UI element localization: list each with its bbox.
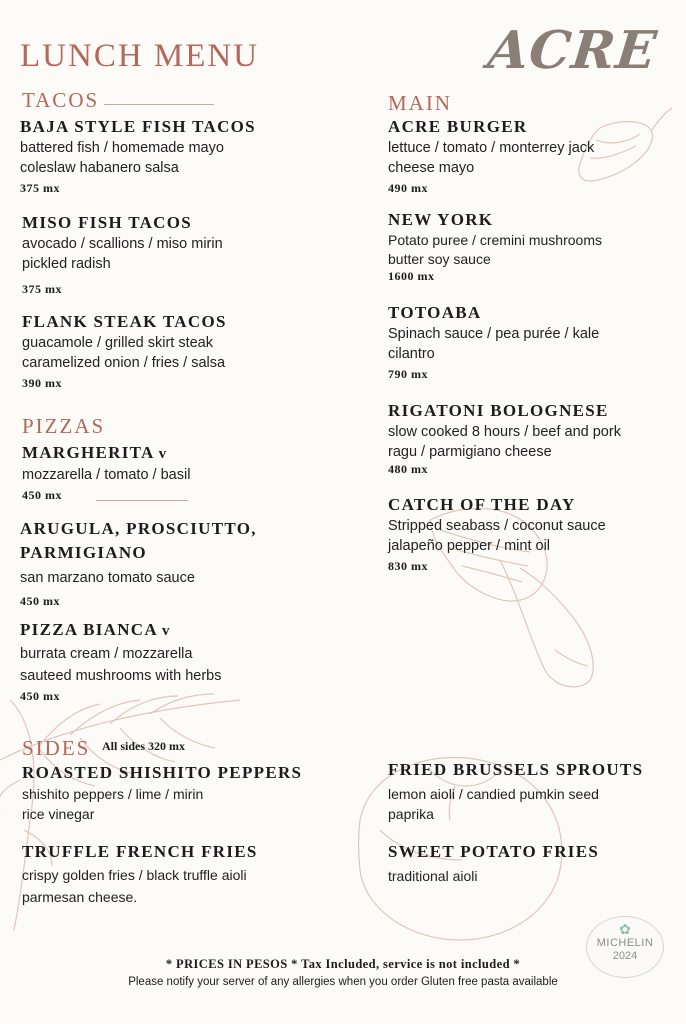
item-description: Spinach sauce / pea purée / kale — [388, 326, 600, 342]
menu-item-fried-brussels-sprouts — [388, 759, 643, 824]
michelin-badge-year: 2024 — [612, 950, 638, 962]
item-description: burrata cream / mozzarella — [20, 646, 193, 662]
item-description: lettuce / tomato / monterrey jack — [388, 140, 595, 156]
item-name-text: MARGHERITA — [22, 443, 155, 462]
item-description: butter soy sauce — [388, 251, 491, 267]
item-name: FLANK STEAK TACOS — [22, 312, 227, 331]
menu-item-roasted-shishito-peppers — [22, 762, 302, 824]
item-name: ACRE BURGER — [388, 117, 528, 136]
item-price: 450 mx — [22, 488, 62, 502]
menu-item-flank-steak-tacos — [22, 311, 227, 391]
menu-item-catch-of-the-day — [388, 494, 606, 574]
item-name: BAJA STYLE FISH TACOS — [20, 117, 256, 136]
item-description: battered fish / homemade mayo — [20, 140, 224, 156]
item-name — [20, 619, 222, 642]
item-price: 390 mx — [22, 376, 62, 390]
item-price: 480 mx — [388, 462, 428, 476]
item-description: cilantro — [388, 346, 435, 362]
menu-item-baja-style-fish-tacos — [20, 116, 256, 196]
menu-item-new-york — [388, 209, 602, 284]
item-name: NEW YORK — [388, 210, 494, 229]
item-description: guacamole / grilled skirt steak — [22, 335, 213, 351]
item-name: MISO FISH TACOS — [22, 213, 193, 232]
item-price: 375 mx — [20, 181, 60, 195]
item-description: avocado / scallions / miso mirin — [22, 236, 223, 252]
item-description: jalapeño pepper / mint oil — [388, 538, 551, 554]
item-description: mozzarella / tomato / basil — [22, 467, 191, 483]
item-description: Potato puree / cremini mushrooms — [388, 232, 602, 248]
michelin-badge-name: MICHELIN — [596, 937, 654, 949]
item-price: 490 mx — [388, 181, 428, 195]
item-description: sauteed mushrooms with herbs — [20, 668, 222, 684]
item-name: TOTOABA — [388, 303, 482, 322]
item-price: 450 mx — [20, 689, 60, 703]
item-description: parmesan cheese. — [22, 889, 138, 905]
item-name: SWEET POTATO FRIES — [388, 842, 600, 861]
section-divider — [104, 104, 214, 105]
section-heading-pizzas: PIZZAS — [22, 414, 106, 438]
menu-item-truffle-french-fries — [22, 841, 258, 907]
item-description: paprika — [388, 806, 434, 822]
item-description: pickled radish — [22, 256, 111, 272]
menu-item-sweet-potato-fries — [388, 841, 599, 886]
item-description: san marzano tomato sauce — [20, 570, 195, 586]
menu-item-margherita — [22, 442, 190, 503]
vegetarian-marker: v — [161, 623, 171, 639]
menu-item-miso-fish-tacos — [22, 212, 223, 297]
item-price: 1600 mx — [388, 269, 435, 283]
allergy-note: Please notify your server of any allergies when you order Gluten free pasta available — [128, 976, 558, 988]
michelin-leaf-icon: ✿ — [619, 921, 631, 937]
item-description: shishito peppers / lime / mirin — [22, 786, 204, 802]
sides-price-note: All sides 320 mx — [102, 739, 186, 753]
item-price: 375 mx — [22, 282, 62, 296]
item-name — [22, 442, 190, 465]
item-description: caramelized onion / fries / salsa — [22, 355, 226, 371]
section-divider — [96, 500, 188, 501]
item-price: 790 mx — [388, 367, 428, 381]
menu-item-rigatoni-bolognese — [388, 400, 621, 477]
item-name: FRIED BRUSSELS SPROUTS — [388, 760, 644, 779]
item-name: ARUGULA, PROSCIUTTO, — [20, 519, 257, 538]
item-description: lemon aioli / candied pumkin seed — [388, 786, 599, 802]
item-price: 450 mx — [20, 594, 60, 608]
item-name: RIGATONI BOLOGNESE — [388, 401, 609, 420]
item-name: PARMIGIANO — [20, 543, 147, 562]
acre-logo: ACRE — [484, 20, 660, 81]
item-name: ROASTED SHISHITO PEPPERS — [22, 763, 303, 782]
section-heading-main: MAIN — [388, 91, 452, 115]
section-heading-tacos: TACOS — [22, 88, 100, 112]
item-description: Stripped seabass / coconut sauce — [388, 518, 606, 534]
menu-item-arugula-prosciutto-parmigiano — [20, 518, 257, 609]
item-name: CATCH OF THE DAY — [388, 495, 576, 514]
item-description: ragu / parmigiano cheese — [388, 444, 552, 460]
item-description: cheese mayo — [388, 160, 475, 176]
menu-title: LUNCH MENU — [20, 38, 260, 74]
item-description: crispy golden fries / black truffle aioli — [22, 867, 247, 883]
item-name-text: PIZZA BIANCA — [20, 620, 158, 639]
item-description: slow cooked 8 hours / beef and pork — [388, 424, 621, 440]
item-description: coleslaw habanero salsa — [20, 160, 179, 176]
menu-item-totoaba — [388, 302, 599, 382]
item-price: 830 mx — [388, 559, 428, 573]
menu-item-acre-burger — [388, 116, 594, 196]
item-name: TRUFFLE FRENCH FRIES — [22, 842, 258, 861]
section-heading-sides: SIDES — [22, 736, 91, 760]
item-description: rice vinegar — [22, 806, 95, 822]
pricing-note: * PRICES IN PESOS * Tax Included, service is not included * — [165, 957, 521, 971]
vegetarian-marker: v — [158, 446, 168, 462]
menu-item-pizza-bianca — [20, 619, 222, 704]
item-description: traditional aioli — [388, 868, 478, 884]
